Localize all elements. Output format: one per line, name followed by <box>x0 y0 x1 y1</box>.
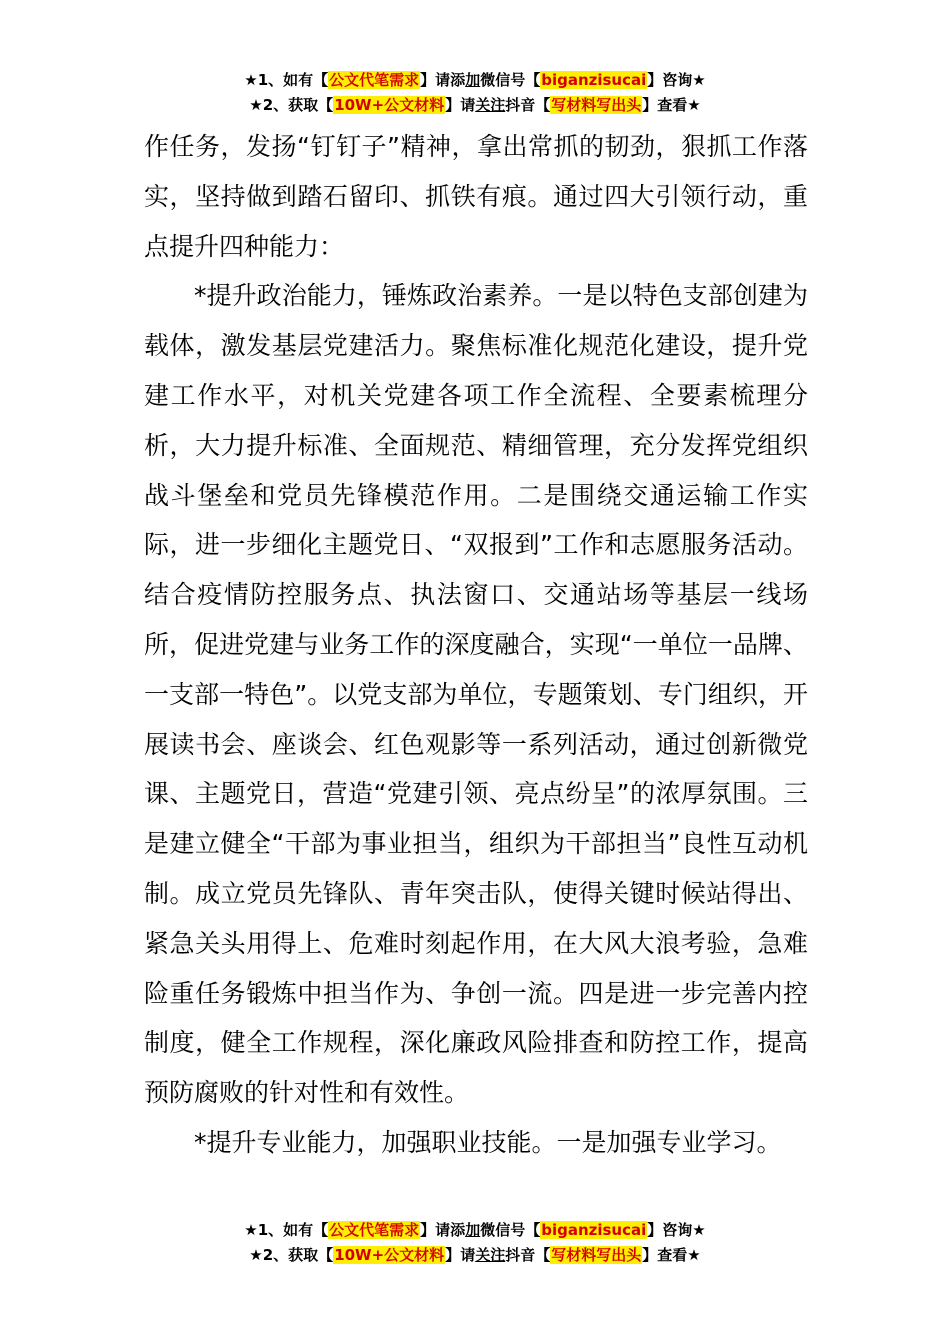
banner-line-1 <box>0 1218 950 1243</box>
banner-text: 微信号【 <box>480 1221 541 1239</box>
paragraph-political-ability: *提升政治能力，锤炼政治素养。一是以特色支部创建为载体，激发基层党建活力。聚焦标准化规范化建设，提升党建工作水平，对机关党建各项工作全流程、全要素梳理分析，大力提升标准、全面规范、精细管理，充分发挥党组织战斗堡垒和党员先锋模范作用。二是围绕交通运输工作实际，进一步细化主题党日、“双报到”工作和志愿服务活动。结合疫情防控服务点、执法窗口、交通站场等基层一线场所，促进党建与业务工作的深度融合，实现“一单位一品牌、一支部一特色”。以党支部为单位，专题策划、专门组织，开展读书会、座谈会、红色观影等一系列活动，通过创新微党课、主题党日，营造“党建引领、亮点纷呈”的浓厚氛围。三是建立健全“干部为事业担当，组织为干部担当”良性互动机制。成立党员先锋队、青年突击队，使得关键时候站得出、紧急关头用得上、危难时刻起作用，在大风大浪考验，急难险重任务锻炼中担当作为、争创一流。四是进一步完善内控制度，健全工作规程，深化廉政风险排查和防控工作，提高预防腐败的针对性和有效性。 <box>144 281 808 1108</box>
banner-text: 关注 <box>475 96 506 114</box>
banner-line-1 <box>0 68 950 93</box>
banner-text: 抖音【 <box>505 1246 551 1264</box>
paragraph-continued: 作任务，发扬“钉钉子”精神，拿出常抓的韧劲，狠抓工作落实，坚持做到踏石留印、抓铁有痕。通过四大引领行动，重点提升四种能力： <box>144 132 808 261</box>
banner-text: 】查看★ <box>642 96 701 114</box>
highlight-douyin: 写材料写出头 <box>551 1246 642 1264</box>
banner-text: 微信号【 <box>480 71 541 89</box>
banner-text: 】咨询★ <box>647 1221 706 1239</box>
banner-text: 加 <box>465 1221 481 1239</box>
banner-text: 】请 <box>445 1246 476 1264</box>
banner-text: 抖音【 <box>505 96 551 114</box>
banner-text: 】请添 <box>420 1221 466 1239</box>
banner-text: 加 <box>465 71 481 89</box>
document-body <box>144 122 808 1168</box>
header-banner <box>0 68 950 118</box>
paragraph-professional-ability: *提升专业能力，加强职业技能。一是加强专业学习。 <box>194 1127 782 1157</box>
banner-text: 】请 <box>445 96 476 114</box>
highlight-wechat-id: biganzisucai <box>541 71 647 89</box>
banner-text: 】查看★ <box>642 1246 701 1264</box>
highlight-service: 公文代笔需求 <box>329 1221 420 1239</box>
highlight-materials: 10W+公文材料 <box>334 96 445 114</box>
highlight-service: 公文代笔需求 <box>329 71 420 89</box>
banner-text: ★1、如有【 <box>244 71 329 89</box>
banner-text: 关注 <box>475 1246 506 1264</box>
banner-text: ★1、如有【 <box>244 1221 329 1239</box>
banner-text: ★2、获取【 <box>249 1246 334 1264</box>
banner-text: 】请添 <box>420 71 466 89</box>
footer-banner <box>0 1218 950 1268</box>
banner-line-2 <box>0 93 950 118</box>
highlight-wechat-id: biganzisucai <box>541 1221 647 1239</box>
highlight-douyin: 写材料写出头 <box>551 96 642 114</box>
banner-line-2 <box>0 1243 950 1268</box>
banner-text: 】咨询★ <box>647 71 706 89</box>
banner-text: ★2、获取【 <box>249 96 334 114</box>
highlight-materials: 10W+公文材料 <box>334 1246 445 1264</box>
